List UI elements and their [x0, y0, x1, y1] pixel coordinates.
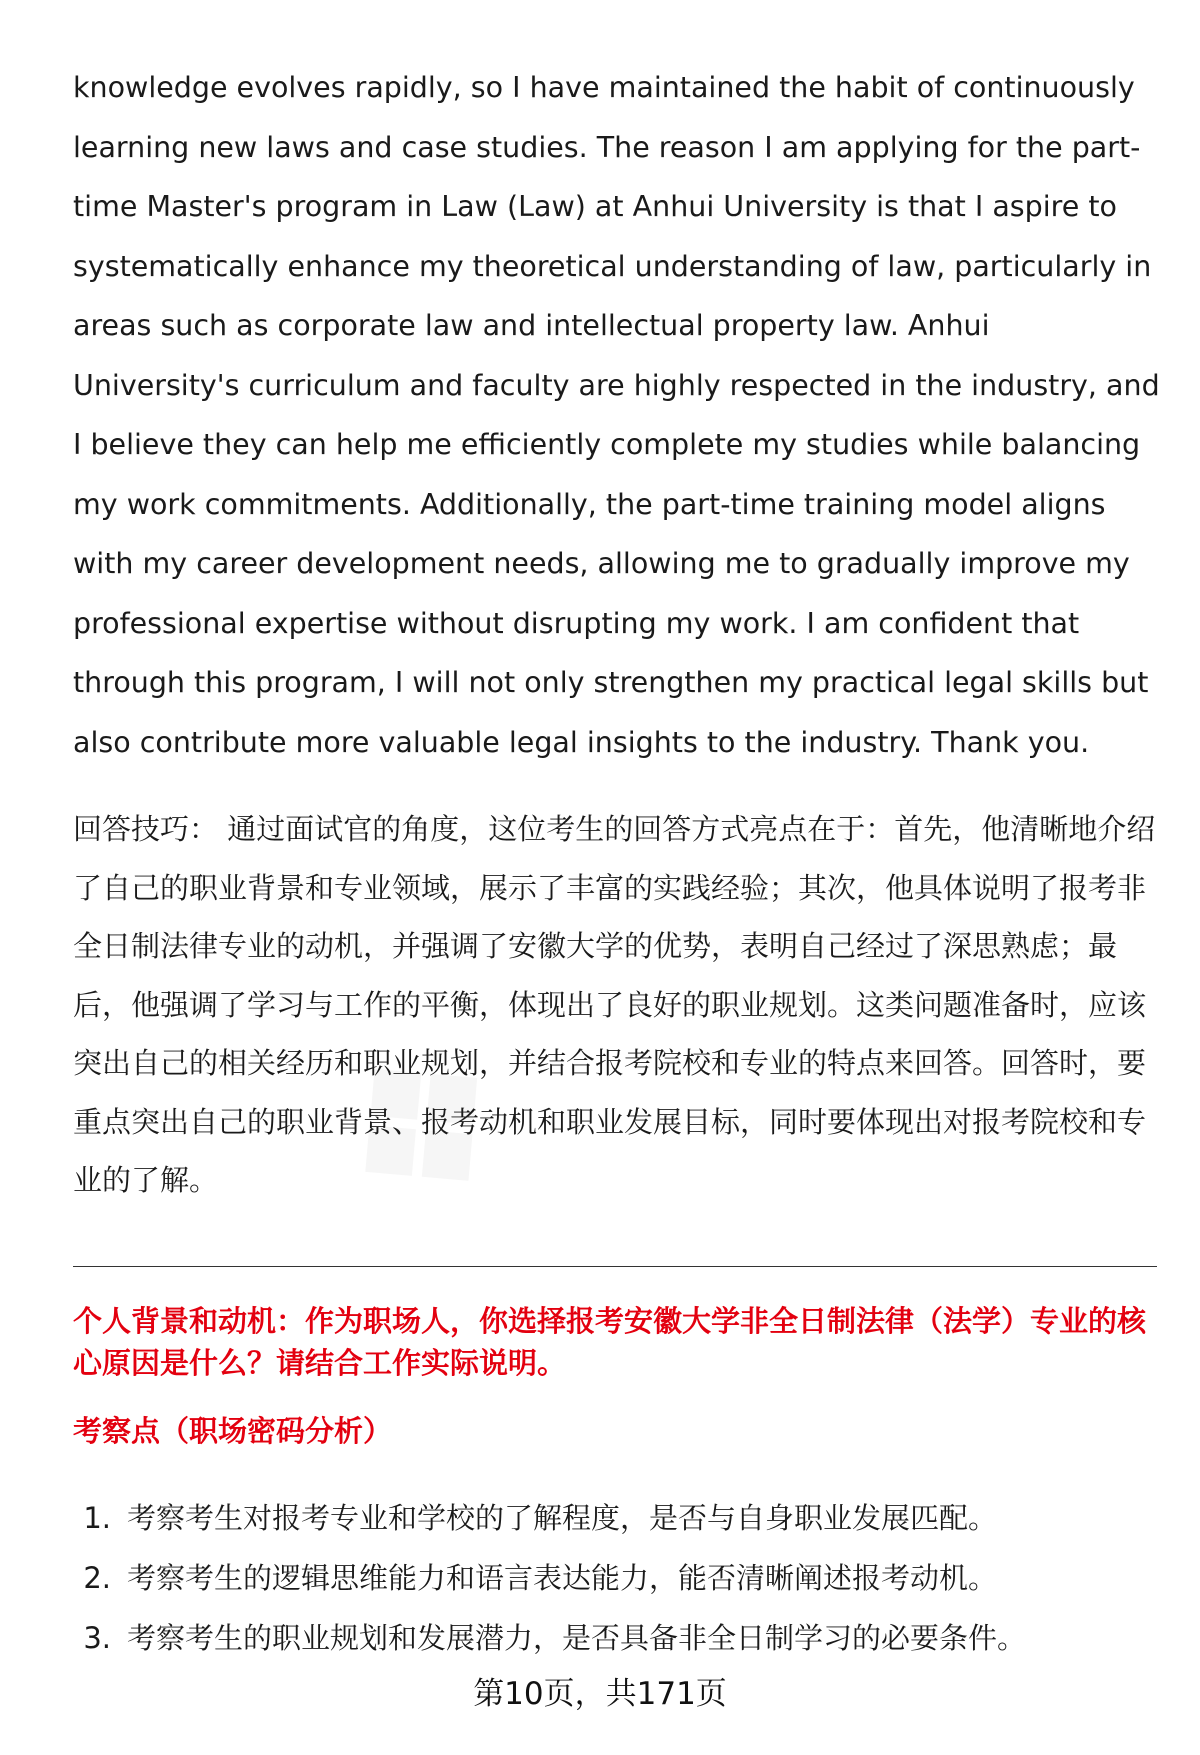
answer-tips-text: 通过面试官的角度，这位考生的回答方式亮点在于：首先，他清晰地介绍了自己的职业背景和专业领域，展示了丰富的实践经验；其次，他具体说明了报考非全日制法律专业的动机，并强调了安徽大学的优势，表明自己经过了深思熟虑；最后，他强调了学习与工作的平衡，体现出了良好的职业规划。这类问题准备时，应该突出自己的相关经历和职业规划，并结合报考院校和专业的特点来回答。回答时，要重点突出自己的职业背景、报考动机和职业发展目标，同时要体现出对报考院校和专业的了解。 [73, 812, 1156, 1197]
assessment-points-heading: 考察点（职场密码分析） [73, 1414, 393, 1448]
list-item-text: 考察考生的职业规划和发展潜力，是否具备非全日制学习的必要条件。 [127, 1621, 1027, 1655]
list-item-number: 2. [83, 1561, 111, 1595]
section-divider [73, 1266, 1157, 1267]
assessment-points-list [73, 1488, 1163, 1668]
page-number-footer: 第10页，共171页 [473, 1676, 727, 1712]
list-item-text: 考察考生对报考专业和学校的了解程度，是否与自身职业发展匹配。 [127, 1501, 998, 1535]
list-item [73, 1488, 1163, 1548]
list-item [73, 1608, 1163, 1668]
english-answer-paragraph: knowledge evolves rapidly, so I have maintained the habit of continuously learning new laws and case studies. The reason I am applying for the part-time Master's program in Law (Law) at Anhui University is that I aspire to systematically enhance my theoretical understanding of law, particularly in areas such as corporate law and intellectual property law. Anhui University's curriculum and faculty are highly respected in the industry, and I believe they can help me efficiently complete my studies while balancing my work commitments. Additionally, the part-time training model aligns with my career development needs, allowing me to gradually improve my professional expertise without disrupting my work. I am confident that through this program, I will not only strengthen my practical legal skills but also contribute more valuable legal insights to the industry. Thank you. [73, 71, 1160, 759]
list-item-number: 1. [83, 1501, 111, 1535]
list-item [73, 1548, 1163, 1608]
answer-tips-paragraph [73, 800, 1163, 1210]
answer-tips-label: 回答技巧： [73, 812, 219, 846]
list-item-text: 考察考生的逻辑思维能力和语言表达能力，能否清晰阐述报考动机。 [127, 1561, 998, 1595]
list-item-number: 3. [83, 1621, 111, 1655]
interview-question: 个人背景和动机：作为职场人，你选择报考安徽大学非全日制法律（法学）专业的核心原因是什么？请结合工作实际说明。 [73, 1304, 1147, 1380]
